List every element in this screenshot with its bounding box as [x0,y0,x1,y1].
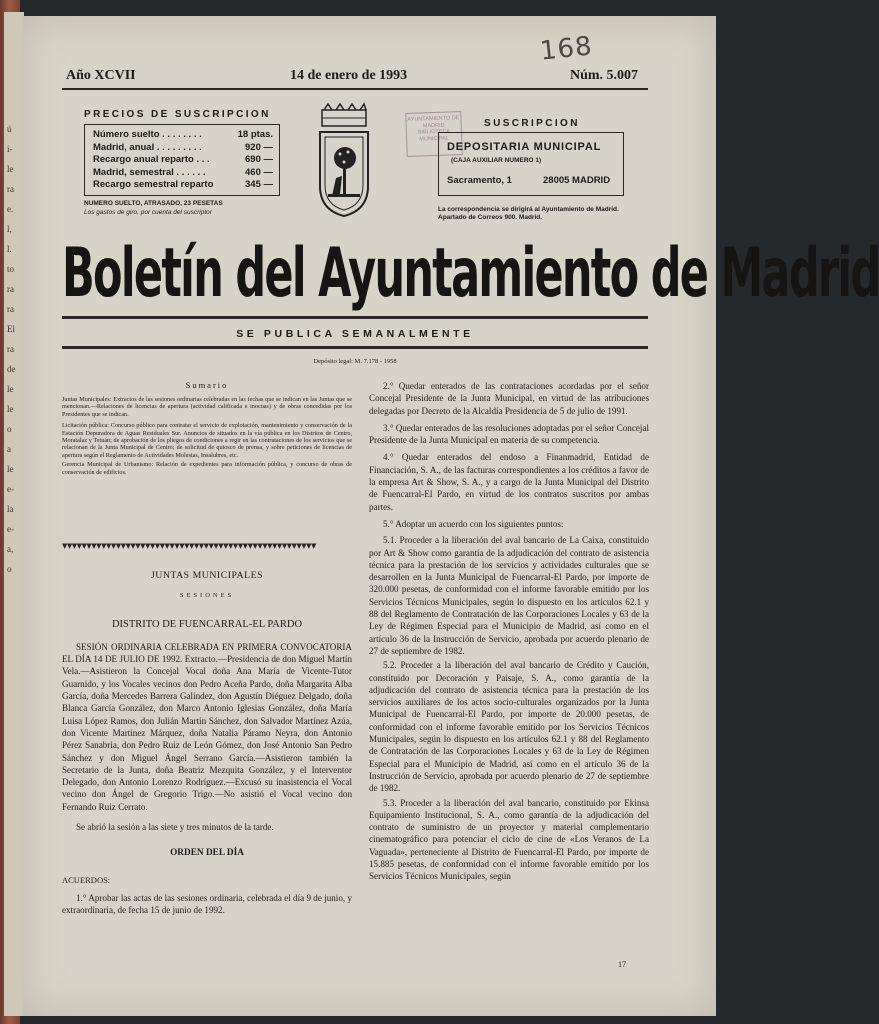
ornamental-divider: ▼▼▼▼▼▼▼▼▼▼▼▼▼▼▼▼▼▼▼▼▼▼▼▼▼▼▼▼▼▼▼▼▼▼▼▼▼▼▼▼▼▼▼▼▼▼▼▼▼▼▼▼ [62,542,316,550]
prices-note-2: Los gastos de giro, por cuenta del suscriptor [84,209,212,216]
subscription-street: Sacramento, 1 [447,175,512,186]
prev-page-fragment: le [7,404,14,414]
prev-page-fragment: l. [7,244,12,254]
prev-page-fragment: l, [7,224,12,234]
summary-paragraph: Gerencia Municipal de Urbanismo: Relación de expedientes para información pública, y concurso de obras de conservación de edificios. [62,461,352,476]
price-value: 690 — [245,154,273,165]
legal-deposit: Depósito legal: M. 7.178 - 1958 [313,358,397,365]
prev-page-fragment: ra [7,304,14,314]
prev-page-fragment: e. [7,204,14,214]
prev-page-fragment: de [7,364,16,374]
agenda-title: ORDEN DEL DÍA [170,848,244,859]
summary-title: Sumario [185,380,229,390]
price-row [93,142,273,155]
agreement-item: 5.2. Proceder a la liberación del aval bancario de Crédito y Caución, constituido por Decoración y Paisaje, S. A., como garantía de la adjudicación del contrato de asistencia técnica para la prestación de los servicios auxiliares de los actos socio-culturales organizados por la Junta Municipal de Fuencarral-El Pardo, por importe de 20.000 pesetas, de conformidad con el informe favorable emitido por los Servicios Técnicos Municipales, según lo dispuesto en los artículos 62.1 y 88 del Reglamento de Contratación de las Corporaciones Locales y 63 de la Ley de Régimen Especial para el Municipio de Madrid, así como en el artículo 36 de la Instrucción de Servicio, aprobada por acuerdo plenario de 27 de septiembre de 1982. [369,660,649,794]
session-opened: Se abrió la sesión a las siete y tres minutos de la tarde. [76,822,274,833]
prev-page-fragment: ra [7,284,14,294]
prices-note-1: NUMERO SUELTO, ATRASADO, 23 PESETAS [84,200,223,207]
price-row [93,167,273,180]
agreement-item: 3.° Quedar enterados de las resoluciones adoptadas por el señor Concejal Presidente de la Junta Municipal en materia de su competencia. [369,422,650,446]
section-subtitle: SESIONES [179,592,235,600]
price-value: 920 — [245,141,273,153]
subscription-title: SUSCRIPCION [484,118,580,129]
prev-page-fragment: la [7,504,14,514]
price-label: Número suelto . . . . . . . . [93,129,202,140]
left-column [62,380,352,476]
subscription-box [438,132,624,196]
prev-page-fragment: ú [7,124,12,134]
prev-page-fragment: a, [7,544,14,554]
price-label: Madrid, semestral . . . . . . [93,166,206,178]
prev-page-fragment: o [7,424,12,434]
prices-table [93,129,273,192]
previous-page-edge [4,12,24,1016]
prev-page-fragment: i- [7,144,13,154]
masthead-rule-top [62,316,648,319]
prev-page-fragment: ra [7,344,14,354]
subscription-office: DEPOSITARIA MUNICIPAL [447,141,602,153]
top-rule [62,88,648,90]
prev-page-fragment: e- [7,524,14,534]
masthead-rule-bottom [62,346,648,349]
price-row [93,179,273,192]
price-value: 345 — [245,179,273,190]
prices-title: PRECIOS DE SUSCRIPCION [84,109,271,120]
issue-date: 14 de enero de 1993 [290,68,408,83]
prev-page-fragment: ra [7,184,14,194]
coat-of-arms-icon [314,106,374,218]
right-column [369,380,649,883]
agreement-item: 5.° Adoptar un acuerdo con los siguientes puntos: [383,518,564,529]
library-stamp: AYUNTAMIENTO DE MADRID BIBLIOTECA MUNICIPAL [405,111,463,157]
agreement-item: 5.1. Proceder a la liberación del aval bancario de La Caixa, constituido por Art & Show como garantía de la adjudicación del contrato de asistencia técnica para la prestación de los servicios y actividades culturales que se desarrollen en la Junta Municipal de Fuencarral-El Pardo, por importe de 320.000 pesetas, de conformidad con el informe favorable emitido por los Servicios Técnicos Municipales, según lo dispuesto en los artículos 62.1 y 88 del Reglamento de Contratación de las Corporaciones Locales y 63 de la Ley de Régimen Especial para el Municipio de Madrid, así como en el artículo 36 de la Instrucción de Servicio, aprobada por acuerdo plenario de 27 de septiembre de 1982. [369,535,649,656]
agreement-item: 1.° Aprobar las actas de las sesiones ordinaria, celebrada el día 9 de junio, y extraordinaria, de fecha 15 de junio de 1992. [62,892,352,916]
summary-paragraph: Juntas Municipales: Extractos de las sesiones ordinarias celebradas en las fechas que se indican en las Juntas que se mencionan.—Relaciones de licencias de apertura (actividad calificada e inocuas) y de obras concedidas por los Presidentes que se indican. [62,396,352,418]
price-row [93,129,273,142]
session-intro: SESIÓN ORDINARIA CELEBRADA EN PRIMERA CONVOCATORIA EL DÍA 14 DE JULIO DE 1992. Extracto.—Presidencia de don Miguel Martín Vela.—Asistieron la Concejal Vocal doña Ana María de Vicente-Tutor Guarnido, y los Vocales vecinos don Pedro Aceña Pardo, doña Margarita Alba García, doña Mercedes Barrera Galindez, don Agustín Diéguez Delgado, doña Blanca García González, don Marco Antonio Iglesias González, doña María Luisa López Ramos, don Julián Martín Sánchez, don Salvador Martínez Azúa, don Vicente Martínez Márquez, doña Natalia Páramo Neyra, don Antonio Pérez Sanabria, don Pedro Ruiz de León Gómez, don José Antonio San Pedro Sánchez y don Miguel Ángel Serrano García.—Asistieron también la Secretario de la Junta, doña Beatriz Mezquita González, y el Interventor Delegado, don Antonio Lorenzo Rodríguez.—Excusó su inasistencia el Vocal vecino don Ángel de Gregorio Trigo.—No asistió el Vocal vecino don Fernando Ruiz Cerrato. [62,641,352,812]
left-column-body [62,570,352,917]
issue-number: Núm. 5.007 [570,68,639,83]
masthead-title: Boletín del Ayuntamiento de Madrid [62,234,879,313]
agreement-item: 4.° Quedar enterados del endoso a Finanmadrid, Entidad de Financiación, S. A., de las facturas correspondientes a los créditos a favor de la empresa Art & Show, S. A., y a cargo de la Junta Municipal del Distrito de Fuencarral-El Pardo, en virtud de los contratos suscritos por ambas partes. [369,452,649,512]
agreements-label: ACUERDOS: [62,874,111,885]
prev-page-fragment: a [7,444,11,454]
prev-page-fragment: e- [7,484,14,494]
summary-text [62,396,352,476]
price-value: 18 ptas. [237,129,273,140]
tagline: SE PUBLICA SEMANALMENTE [236,328,474,340]
handwritten-number: 168 [538,31,595,67]
agreement-item: 5.3. Proceder a la liberación del aval bancario, constituido por Ekinsa Equipamiento Institucional, S. A., como garantía de la adjudicación del contrato de suministro de un proyector y material complementario cinematográfico para potenciar el ciclo de cine de «Los Veranos de La Vaguada», perteneciente al Distrito de Fuencarral-El Pardo, por importe de 15.885 pesetas, de conformidad con el informe favorable emitido por los Servicios Técnicos Municipales, según [369,797,649,882]
price-label: Recargo semestral reparto [93,179,214,190]
issue-year: Año XCVII [66,68,136,83]
page-number: 17 [618,960,626,969]
agreement-item: 2.° Quedar enterados de las contrataciones acordadas por el señor Concejal Presidente de la Junta Municipal, en virtud de las atribuciones delegadas por Decreto de la Alcaldía Presidencia de 5 de julio de 1991. [369,381,649,416]
subscription-note: La correspondencia se dirigirá al Ayuntamiento de Madrid. Apartado de Correos 900. Madrid. [438,206,619,221]
prices-box [84,124,280,196]
prev-page-fragment: le [7,464,14,474]
district-title: DISTRITO DE FUENCARRAL-EL PARDO [111,618,303,630]
prev-page-fragment: le [7,164,14,174]
summary-paragraph: Licitación pública: Concurso público para contratar el servicio de explotación, mantenimiento y conservación de la Estación Depuradora de Aguas Residuales Sur. Anuncios de situados en la vía pública en los Distritos de Centro, Moratalaz y Tetuán; de aprobación de los pliegos de condiciones a regir en las contrataciones de los servicios que se relacionan de la Junta Municipal de Centro; de solicitud de quiosco de prensa, y sobre peticiones de licencias de apertura según el Reglamento de Actividades Molestas, Insalubres, etc. [62,422,352,459]
price-row [93,154,273,167]
prev-page-fragment: le [7,384,14,394]
prev-page-fragment: to [7,264,15,274]
prev-page-fragment: El [7,324,15,334]
price-label: Recargo anual reparto . . . [93,154,210,165]
price-label: Madrid, anual . . . . . . . . . [93,141,202,153]
prev-page-fragment: o [7,564,12,574]
subscription-office-sub: (CAJA AUXILIAR NUMERO 1) [451,157,542,164]
price-value: 460 — [245,166,273,178]
section-title: JUNTAS MUNICIPALES [150,570,264,581]
subscription-city: 28005 MADRID [543,175,611,186]
newspaper-page [22,16,879,1016]
